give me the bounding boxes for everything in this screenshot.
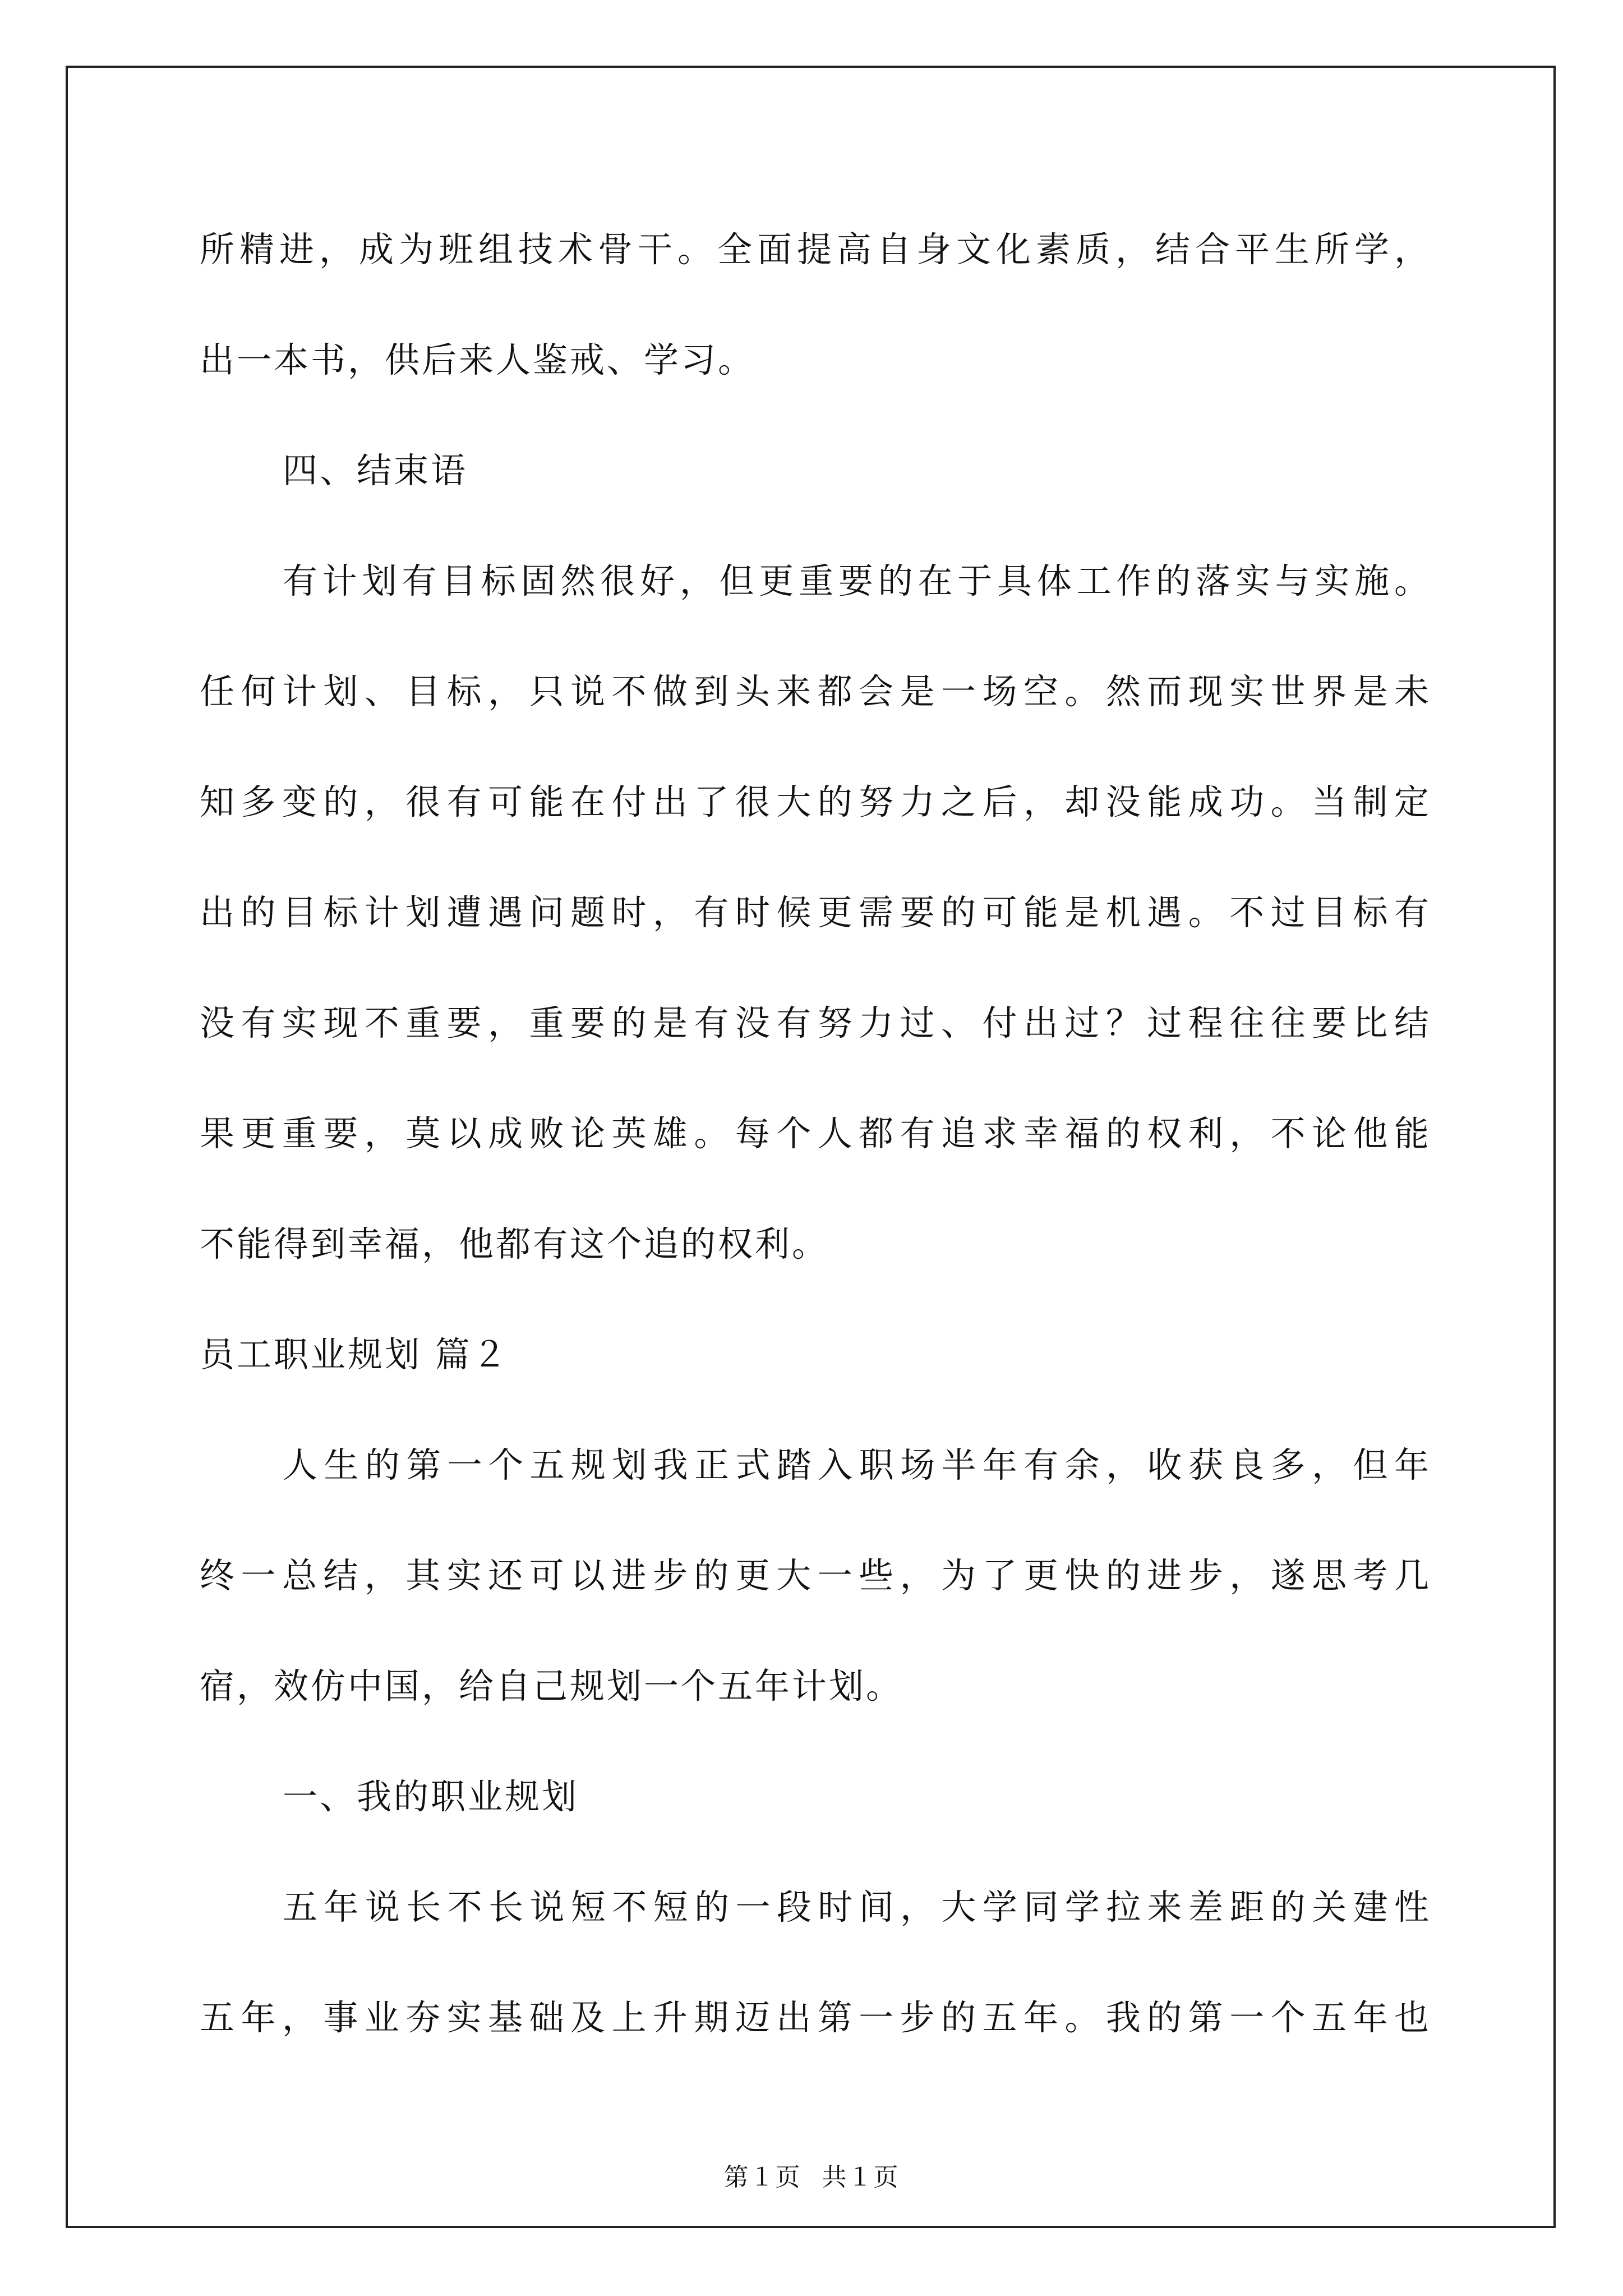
text-line: 没有实现不重要，重要的是有没有努力过、付出过？过程往往要比结 [200,1002,1431,1043]
text-line: 任何计划、目标，只说不做到头来都会是一场空。然而现实世界是未 [200,671,1431,712]
section-heading: 一、我的职业规划 [283,1776,579,1817]
text-line: 出一本书，供后来人鉴戒、学习。 [200,339,755,380]
article-heading: 员工职业规划 篇２ [200,1334,509,1375]
text-line: 不能得到幸福，他都有这个追的权利。 [200,1223,829,1264]
page-footer [0,2157,1623,2193]
text-line: 出的目标计划遭遇问题时，有时候更需要的可能是机遇。不过目标有 [200,892,1431,933]
text-line: 五年说长不长说短不短的一段时间，大学同学拉来差距的关建性 [283,1887,1431,1927]
page-number: 第１页 [723,2164,801,2191]
text-line: 五年，事业夯实基础及上升期迈出第一步的五年。我的第一个五年也 [200,1997,1431,2038]
text-line: 终一总结，其实还可以进步的更大一些，为了更快的进步，遂思考几 [200,1555,1431,1596]
section-heading: 四、结束语 [283,450,468,491]
page-total: 共１页 [822,2164,900,2191]
document-body [200,216,1431,2095]
text-line: 知多变的，很有可能在付出了很大的努力之后，却没能成功。当制定 [200,781,1431,822]
text-line: 有计划有目标固然很好，但更重要的在于具体工作的落实与实施。 [283,560,1431,601]
text-line: 果更重要，莫以成败论英雄。每个人都有追求幸福的权利，不论他能 [200,1113,1431,1154]
text-line: 人生的第一个五规划我正式踏入职场半年有余，收获良多，但年 [283,1444,1431,1485]
text-line: 宿，效仿中国，给自己规划一个五年计划。 [200,1665,903,1706]
text-line: 所精进，成为班组技术骨干。全面提高自身文化素质，结合平生所学， [200,229,1431,270]
